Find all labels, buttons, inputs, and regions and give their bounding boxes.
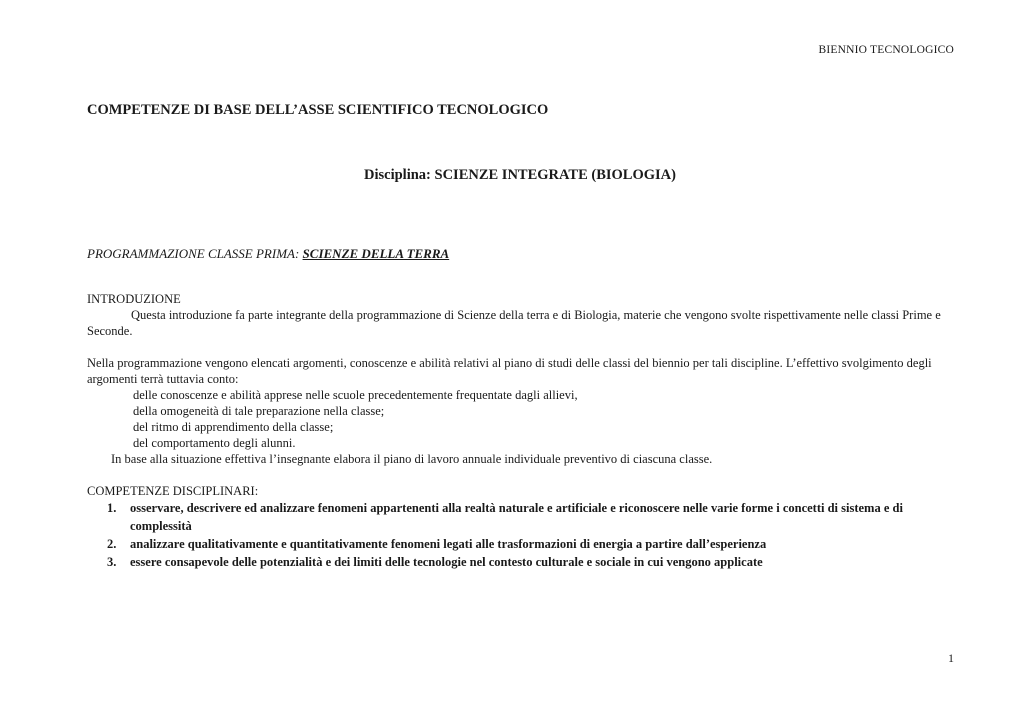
introduction-text: Questa introduzione fa parte integrante della programmazione di Scienze della terra e di Biologia, materie che vengono svolte rispettivamente nelle classi Prime e Seconde. (87, 308, 941, 338)
list-item (107, 535, 957, 553)
document-title: COMPETENZE DI BASE DELL’ASSE SCIENTIFICO TECNOLOGICO (87, 102, 549, 118)
competences-heading: COMPETENZE DISCIPLINARI: (87, 484, 259, 498)
list-item: del ritmo di apprendimento della classe; (133, 420, 334, 434)
programming-closing: In base alla situazione effettiva l’insegnante elabora il piano di lavoro annuale individuale preventivo di ciascuna classe. (111, 452, 713, 466)
introduction-section (87, 291, 957, 339)
list-item: delle conoscenze e abilità apprese nelle scuole precedentemente frequentate dagli allievi, (133, 388, 578, 402)
considerations-list (87, 387, 957, 451)
discipline-heading: Disciplina: SCIENZE INTEGRATE (BIOLOGIA) (364, 167, 676, 183)
page-number: 1 (948, 651, 954, 665)
list-item: del comportamento degli alunni. (133, 436, 296, 450)
item-number: 2. (107, 537, 117, 551)
introduction-heading: INTRODUZIONE (87, 292, 181, 306)
program-prefix: PROGRAMMAZIONE CLASSE PRIMA: (87, 246, 303, 261)
list-item (107, 499, 957, 535)
program-subject: SCIENZE DELLA TERRA (302, 246, 450, 261)
item-text: essere consapevole delle potenzialità e dei limiti delle tecnologie nel contesto culturale e sociale in cui vengono applicate (130, 555, 763, 569)
item-number: 1. (107, 501, 117, 515)
item-text: osservare, descrivere ed analizzare fenomeni appartenenti alla realtà naturale e artificiale e riconoscere nelle varie forme i concetti di sistema e di complessità (130, 501, 903, 533)
list-item (107, 553, 957, 571)
list-item: della omogeneità di tale preparazione nella classe; (133, 404, 385, 418)
programming-section (87, 355, 957, 467)
item-number: 3. (107, 555, 117, 569)
item-text: analizzare qualitativamente e quantitativamente fenomeni legati alle trasformazioni di energia a partire dall’esperienza (130, 537, 767, 551)
programming-text: Nella programmazione vengono elencati argomenti, conoscenze e abilità relativi al piano di studi delle classi del biennio per tali discipline. L’effettivo svolgimento degli argomenti terrà tuttavia conto: (87, 356, 932, 386)
competences-section (87, 483, 957, 571)
running-header: BIENNIO TECNOLOGICO (818, 44, 954, 56)
program-heading (87, 246, 449, 262)
competences-list (87, 499, 957, 571)
